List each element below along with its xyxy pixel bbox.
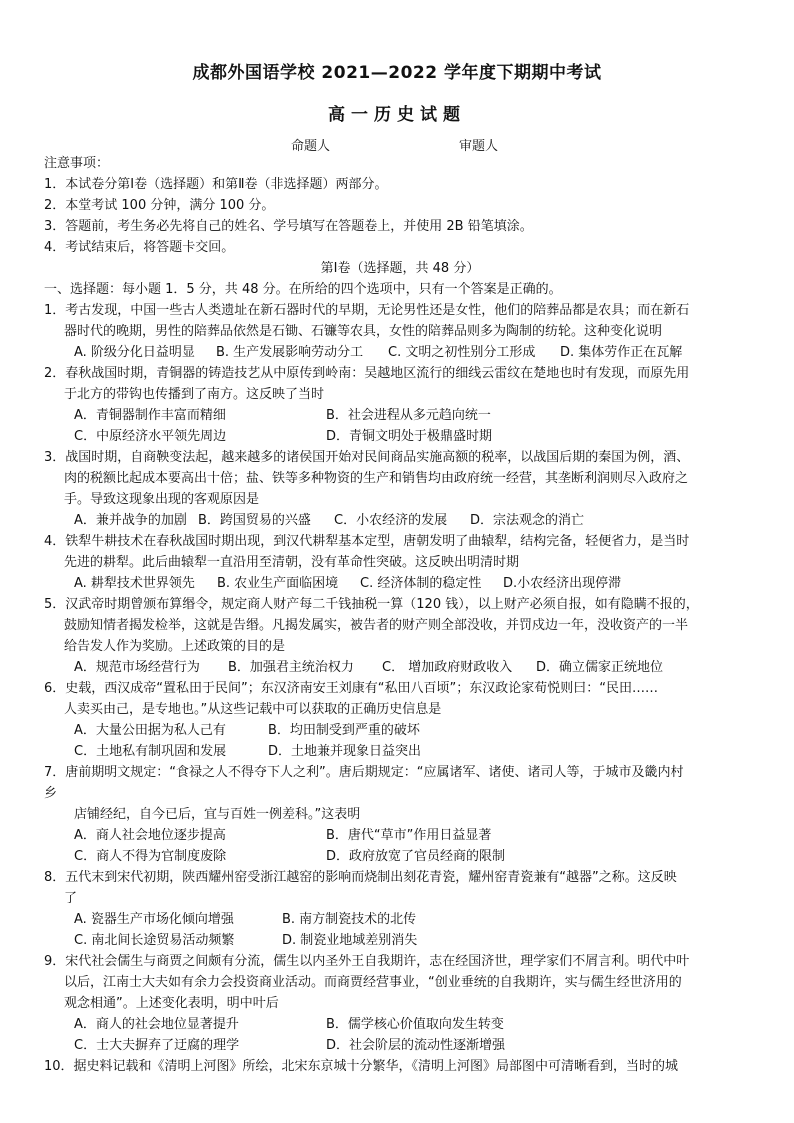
option-c: C. 经济体制的稳定性: [360, 576, 482, 591]
option-row: [44, 405, 756, 426]
option-d: D．宗法观念的消亡: [470, 513, 585, 528]
option-b: B．儒学核心价值取向发生转变: [326, 1017, 504, 1032]
question-stem: 乡: [44, 786, 58, 801]
option-b: B．跨国贸易的兴盛: [198, 513, 311, 528]
option-c: C．商人不得为官制度废除: [74, 849, 227, 864]
option-a: A．商人社会地位逐步提高: [74, 828, 226, 843]
question-stem: 观念相通”。上述变化表明，明中叶后: [64, 996, 279, 1011]
option-a: A. 阶级分化日益明显: [74, 345, 195, 360]
question-1: [44, 300, 756, 363]
option-c: C． 增加政府财政收入: [382, 660, 513, 675]
option-b: B. 生产发展影响劳动分工: [216, 345, 364, 360]
author-label: 命题人: [291, 139, 331, 154]
exam-title: 成都外国语学校 2021—2022 学年度下期期中考试: [192, 63, 602, 83]
option-a: A．大量公田据为私人己有: [74, 723, 226, 738]
option-d: D．社会阶层的流动性逐渐增强: [326, 1038, 506, 1053]
option-c: C. 文明之初性别分工形成: [388, 345, 536, 360]
question-stem: 给告发人作为奖励。上述政策的目的是: [64, 639, 286, 654]
reviewer-label: 审题人: [459, 139, 499, 154]
option-b: B．均田制受到严重的破坏: [268, 723, 420, 738]
question-2: [44, 363, 756, 447]
question-stem: 7．唐前期明文规定：“食禄之人不得夺下人之利”。唐后期规定：“应属诸军、诸使、诸司人等，于城市及畿内村: [44, 765, 684, 780]
option-a: A．兼并战争的加剧: [74, 513, 187, 528]
option-a: A．规范市场经营行为: [74, 660, 200, 675]
question-stem: 人卖买由己，是专地也。”从这些记载中可以获取的正确历史信息是: [64, 702, 442, 717]
question-stem: 了: [64, 891, 78, 906]
option-row: [44, 1014, 756, 1035]
question-stem: 8．五代末到宋代初期，陕西耀州窑受浙江越窑的影响而烧制出刻花青瓷，耀州窑青瓷兼有“越器”之称。这反映: [44, 870, 677, 885]
option-d: D．土地兼并现象日益突出: [268, 744, 422, 759]
section-title: 第Ⅰ卷（选择题，共 48 分）: [320, 261, 480, 276]
option-row: [44, 825, 756, 846]
question-3: [44, 447, 756, 531]
option-c: C．士大夫摒弃了迂腐的理学: [74, 1038, 240, 1053]
option-d: D. 制瓷业地域差别消失: [282, 933, 418, 948]
question-7: [44, 762, 756, 867]
option-c: C. 南北间长途贸易活动频繁: [74, 933, 235, 948]
question-6: [44, 678, 756, 762]
question-stem: 器时代的晚期，男性的陪葬品依然是石锄、石镰等农具，女性的陪葬品则多为陶制的纺轮。这种变化说明: [64, 324, 663, 339]
exam-subtitle: 高一历史试题: [328, 105, 466, 125]
notice-item: 4．考试结束后，将答题卡交回。: [44, 240, 235, 255]
option-d: D．确立儒家正统地位: [536, 660, 664, 675]
option-row: [44, 510, 756, 531]
option-a: A. 瓷器生产市场化倾向增强: [74, 912, 234, 927]
question-stem: 店铺经纪，自今已后，宜与百姓一例差科。”这表明: [74, 807, 361, 822]
option-b: B．加强君主统治权力: [228, 660, 354, 675]
notice-heading: 注意事项：: [44, 156, 110, 171]
option-row: [44, 909, 756, 930]
option-a: A．商人的社会地位显著提升: [74, 1017, 239, 1032]
question-stem: 3．战国时期，自商鞅变法起，越来越多的诸侯国开始对民间商品实施高额的税率，以战国后期的秦国为例，酒、: [44, 450, 690, 465]
question-5: [44, 594, 756, 678]
question-9: [44, 951, 756, 1056]
question-stem: 10．据史料记载和《清明上河图》所绘，北宋东京城十分繁华，《清明上河图》局部图中可清晰看到，当时的城: [44, 1059, 679, 1074]
option-a: A. 耕犁技术世界领先: [74, 576, 195, 591]
option-d: D.小农经济出现停滞: [503, 576, 622, 591]
option-d: D．政府放宽了官员经商的限制: [326, 849, 506, 864]
section-instruction: 一、选择题：每小题 1．5 分，共 48 分。在所给的四个选项中，只有一个答案是正确的。: [44, 282, 562, 297]
option-c: C．土地私有制巩固和发展: [74, 744, 227, 759]
question-stem: 以后，江南士大夫如有余力会投资商业活动。而商贾经营事业，“创业垂统的自我期许，实与儒生经世济用的: [64, 975, 682, 990]
option-row: [44, 1035, 756, 1056]
notice-item: 3．答题前，考生务必先将自己的姓名、学号填写在答题卷上，并使用 2B 铅笔填涂。: [44, 219, 533, 234]
option-a: A．青铜器制作丰富而精细: [74, 408, 226, 423]
option-c: C．中原经济水平领先周边: [74, 429, 227, 444]
option-row: [44, 741, 756, 762]
option-row: [44, 342, 756, 363]
question-stem: 9．宋代社会儒生与商贾之间颇有分流，儒生以内圣外王自我期许，志在经国济世，理学家们不屑言利。明代中叶: [44, 954, 690, 969]
question-stem: 手。导致这现象出现的客观原因是: [64, 492, 260, 507]
question-stem: 先进的耕犁。此后曲辕犁一直沿用至清朝，没有革命性突破。这反映出明清时期: [64, 555, 520, 570]
option-row: [44, 573, 756, 594]
question-10: [44, 1056, 756, 1077]
option-row: [44, 846, 756, 867]
question-stem: 1．考古发现，中国一些古人类遗址在新石器时代的早期，无论男性还是女性，他们的陪葬品都是农具；而在新石: [44, 303, 690, 318]
option-b: B．唐代“草市”作用日益显著: [326, 828, 492, 843]
option-row: [44, 426, 756, 447]
question-stem: 5．汉武帝时期曾颁布算缗令，规定商人财产每二千钱抽税一算（120 钱），以上财产必须自报，如有隐瞒不报的，: [44, 597, 699, 612]
option-c: C．小农经济的发展: [334, 513, 448, 528]
question-stem: 4．铁犁牛耕技术在春秋战国时期出现，到汉代耕犁基本定型，唐朝发明了曲辕犁，结构完备，轻便省力，是当时: [44, 534, 690, 549]
option-b: B．社会进程从多元趋向统一: [326, 408, 491, 423]
notice-item: 2．本堂考试 100 分钟，满分 100 分。: [44, 198, 275, 213]
question-8: [44, 867, 756, 951]
question-4: [44, 531, 756, 594]
option-row: [44, 930, 756, 951]
notice-item: 1．本试卷分第Ⅰ卷（选择题）和第Ⅱ卷（非选择题）两部分。: [44, 177, 388, 192]
question-stem: 肉的税额比起成本要高出十倍；盐、铁等多种物资的生产和销售均由政府统一经营，其垄断利润则尽入政府之: [64, 471, 689, 486]
option-b: B. 南方制瓷技术的北传: [282, 912, 417, 927]
question-stem: 2．春秋战国时期，青铜器的铸造技艺从中原传到岭南：吴越地区流行的细线云雷纹在楚地也时有发现，而原先用: [44, 366, 690, 381]
option-row: [44, 720, 756, 741]
option-d: D．青铜文明处于极鼎盛时期: [326, 429, 493, 444]
question-stem: 6．史载，西汉成帝“置私田于民间”；东汉济南安王刘康有“私田八百顷”；东汉政论家荀悦则曰：“民田……: [44, 681, 658, 696]
exam-notice: [44, 153, 756, 1077]
question-stem: 于北方的带钩也传播到了南方。这反映了当时: [64, 387, 325, 402]
question-stem: 鼓励知情者揭发检举，这就是告缗。凡揭发属实，被告者的财产则全部没收，并罚戍边一年，没收资产的一半: [64, 618, 689, 633]
option-d: D. 集体劳作正在瓦解: [560, 345, 683, 360]
option-b: B. 农业生产面临困境: [217, 576, 339, 591]
option-row: [44, 657, 756, 678]
